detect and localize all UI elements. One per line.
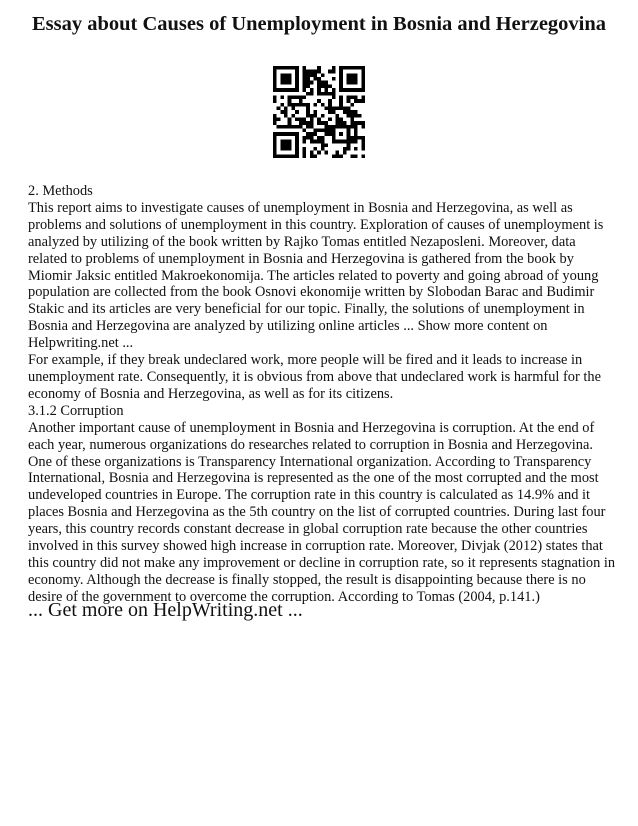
paragraph-methods: This report aims to investigate causes of unemployment in Bosnia and Herzegovina, as well as problems and solutions of unemployment in this country. Exploration of causes of unemployment is analyzed by utilizing of the book written by Rajko Tomas entitled Nezaposleni. Moreover, data related to problems of unemployment in Bosnia and Herzegovina is gathered from the book by Miomir Jaksic entitled Makroekonomija. The articles related to poverty and going abroad of young population are collected from the book Osnovi ekonomije written by Slobodan Barac and Budimir Stakic and its articles are very beneficial for our topic. Finally, the solutions of unemployment in Bosnia and Herzegovina are analyzed by utilizing online articles ... Show more content on Helpwriting.net ... bbox=[28, 199, 604, 352]
paragraph-corruption: Another important cause of unemployment in Bosnia and Herzegovina is corruption. At the end of each year, numerous organizations do researches related to corruption in Bosnia and Herzegovina. One of these organizations is Transparency International organization. According to Transparency International, Bosnia and Herzegovina is represented as the one of the most corrupted and the most undeveloped countries in Europe. The corruption rate in this country is calculated as 14.9% and it places Bosnia and Herzegovina as the 5th country on the list of corrupted countries. During last four years, this country records constant decrease in global corruption rate because the other countries involved in this survey showed high increase in corruption rate. Moreover, Divjak (2012) states that this country did not make any improvement or decline in corruption rate, so it represents stagnation in economy. Although the decrease is finally stopped, the result is disappointing because there is no desire of the government to overcome the corruption. According to Tomas (2004, p.141.) bbox=[28, 419, 616, 605]
get-more-link[interactable]: ... Get more on HelpWriting.net ... bbox=[28, 599, 303, 621]
paragraph-undeclared-work: For example, if they break undeclared work, more people will be fired and it leads to increase in unemployment rate. Consequently, it is obvious from above that undeclared work is harmful for the economy of Bosnia and Herzegovina, as well as for its citizens. bbox=[28, 352, 601, 402]
document-title: Essay about Causes of Unemployment in Bosnia and Herzegovina bbox=[31, 13, 607, 35]
qr-code-icon[interactable] bbox=[273, 66, 365, 158]
section-heading-corruption: 3.1.2 Corruption bbox=[28, 402, 124, 419]
section-heading-methods: 2. Methods bbox=[28, 183, 93, 199]
essay-body bbox=[28, 183, 618, 606]
